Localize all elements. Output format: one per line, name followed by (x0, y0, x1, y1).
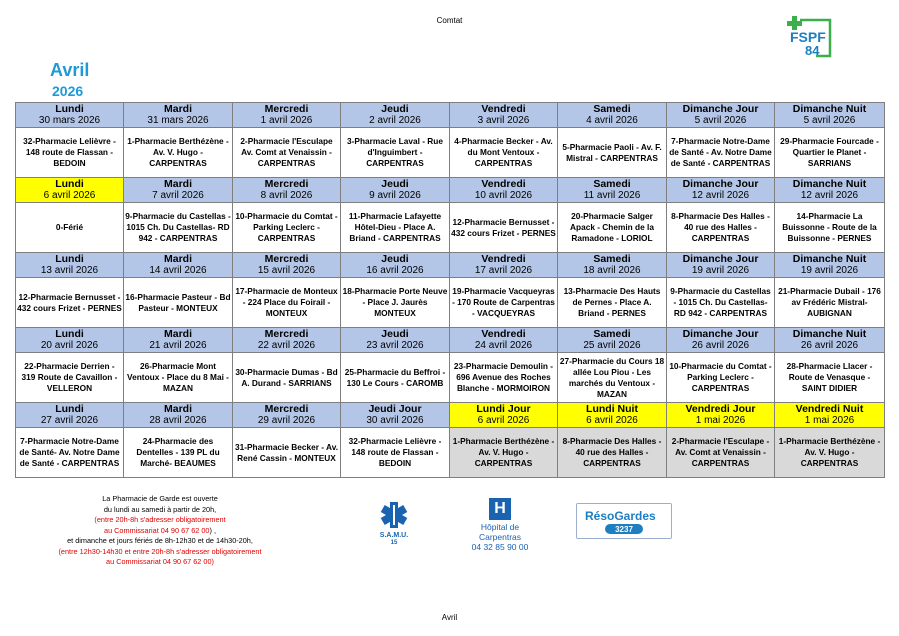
pharmacy-on-duty: 12-Pharmacie Bernusset - 432 cours Frizet - PERNES (450, 203, 558, 253)
pharmacy-on-duty: 20-Pharmacie Salger Apack - Chemin de la Ramadone - LORIOL (558, 203, 667, 253)
week-header-row (16, 178, 885, 203)
day-name: Vendredi (481, 253, 526, 265)
day-name: Mercredi (264, 178, 309, 190)
pharmacy-on-duty: 5-Pharmacie Paoli - Av. F. Mistral - CARPENTRAS (558, 128, 667, 178)
pharmacy-on-duty: 29-Pharmacie Fourcade - Quartier le Planet - SARRIANS (775, 128, 885, 178)
pharmacy-on-duty: 4-Pharmacie Becker - Av. du Mont Ventoux - CARPENTRAS (450, 128, 558, 178)
day-name: Mardi (163, 253, 192, 265)
note-line: (entre 12h30-14h30 et entre 20h-8h s'adresser obligatoirement (58, 546, 262, 556)
pharmacy-on-duty: 12-Pharmacie Bernusset - 432 cours Frizet - PERNES (16, 278, 124, 328)
day-header-cell (16, 328, 124, 353)
hospital-contact (465, 498, 535, 552)
day-header-cell (16, 403, 124, 428)
day-name: Vendredi Jour (685, 403, 756, 415)
pharmacy-on-duty: 1-Pharmacie Berthézène - Av. V. Hugo - CARPENTRAS (775, 428, 885, 478)
day-name: Dimanche Jour (682, 103, 759, 115)
day-name: Jeudi (381, 328, 409, 340)
pharmacy-on-duty: 14-Pharmacie La Buissonne - Route de la Buissonne - PERNES (775, 203, 885, 253)
day-date: 6 avril 2026 (477, 415, 530, 426)
fspf-logo (786, 14, 836, 58)
pharmacy-on-duty: 31-Pharmacie Becker - Av. René Cassin - MONTEUX (233, 428, 341, 478)
day-header-cell (124, 103, 233, 128)
day-header-cell (558, 178, 667, 203)
pharmacy-on-duty: 16-Pharmacie Pasteur - Bd Pasteur - MONTEUX (124, 278, 233, 328)
pharmacy-on-duty: 9-Pharmacie du Castellas - 1015 Ch. Du Castellas- RD 942 - CARPENTRAS (667, 278, 775, 328)
day-header-cell (667, 403, 775, 428)
day-date: 23 avril 2026 (366, 340, 424, 351)
day-name: Dimanche Nuit (792, 328, 867, 340)
day-date: 6 avril 2026 (43, 190, 96, 201)
day-name: Lundi Nuit (586, 403, 638, 415)
day-header-cell (667, 103, 775, 128)
document-header-label: Comtat (436, 16, 463, 25)
pharmacy-on-duty: 21-Pharmacie Dubail - 176 av Frédéric Mistral- AUBIGNAN (775, 278, 885, 328)
day-header-cell (16, 178, 124, 203)
day-header-cell (233, 253, 341, 278)
day-date: 19 avril 2026 (800, 265, 859, 276)
pharmacy-on-duty: 7-Pharmacie Notre-Dame de Santé- Av. Notre Dame de Santé - CARPENTRAS (16, 428, 124, 478)
pharmacy-on-duty: 18-Pharmacie Porte Neuve - Place J. Jaurès MONTEUX (341, 278, 450, 328)
resogardes-logo (576, 503, 672, 539)
day-date: 3 avril 2026 (477, 115, 530, 126)
logo-cross-horizontal (787, 21, 802, 26)
hospital-name: Hôpital de (480, 522, 520, 532)
day-name: Samedi (593, 253, 631, 265)
hospital-name: Carpentras (478, 532, 522, 542)
note-line: La Pharmacie de Garde est ouverte (102, 494, 218, 503)
day-name: Lundi Jour (476, 403, 531, 415)
week-pharmacy-row (16, 203, 885, 253)
day-date: 25 avril 2026 (583, 340, 641, 351)
pharmacy-on-duty: 10-Pharmacie du Comtat - Parking Leclerc - CARPENTRAS (667, 353, 775, 403)
day-header-cell (341, 328, 450, 353)
day-header-cell (667, 328, 775, 353)
pharmacy-on-duty: 13-Pharmacie Des Hauts de Pernes - Place A. Briand - PERNES (558, 278, 667, 328)
pharmacy-on-duty: 19-Pharmacie Vacqueyras - 170 Route de Carpentras - VACQUEYRAS (450, 278, 558, 328)
day-date: 5 avril 2026 (803, 115, 856, 126)
week-pharmacy-row (16, 353, 885, 403)
day-name: Lundi (55, 403, 84, 415)
day-date: 26 avril 2026 (691, 340, 750, 351)
pharmacy-on-duty: 32-Pharmacie Lelièvre - 148 route de Flassan - BEDOIN (341, 428, 450, 478)
day-header-cell (775, 328, 885, 353)
day-header-cell (775, 103, 885, 128)
day-date: 30 mars 2026 (38, 115, 101, 126)
day-name: Dimanche Jour (682, 328, 759, 340)
pharmacy-on-duty: 25-Pharmacie du Beffroi - 130 Le Cours - CAROMB (341, 353, 450, 403)
day-header-cell (450, 178, 558, 203)
samu-logo (372, 500, 416, 546)
pharmacy-on-duty: 3-Pharmacie Laval - Rue d'Inguimbert - CARPENTRAS (341, 128, 450, 178)
week-pharmacy-row (16, 128, 885, 178)
samu-number: 15 (390, 540, 398, 546)
note-tail: ) , (209, 525, 216, 535)
day-header-cell (124, 253, 233, 278)
logo-text: FSPF (790, 29, 826, 45)
day-date: 1 mai 2026 (695, 415, 746, 426)
pharmacy-on-duty: 0-Férié (16, 203, 124, 253)
day-name: Mardi (163, 328, 192, 340)
month-title: Avril (50, 60, 90, 80)
day-name: Mardi (163, 403, 192, 415)
pharmacy-on-duty: 28-Pharmacie Llacer - Route de Venasque - SAINT DIDIER (775, 353, 885, 403)
day-name: Dimanche Jour (682, 178, 759, 190)
day-name: Lundi (55, 103, 84, 115)
week-header-row (16, 103, 885, 128)
pharmacy-on-duty: 1-Pharmacie Berthézène - Av. V. Hugo - CARPENTRAS (124, 128, 233, 178)
logo-number: 84 (805, 43, 820, 58)
day-name: Samedi (593, 178, 631, 190)
day-date: 26 avril 2026 (800, 340, 859, 351)
day-name: Mercredi (264, 103, 309, 115)
pharmacy-on-duty: 7-Pharmacie Notre-Dame de Santé - Av. Notre Dame de Santé - CARPENTRAS (667, 128, 775, 178)
day-header-cell (233, 328, 341, 353)
day-name: Jeudi (381, 253, 409, 265)
note-line: et dimanche et jours fériés de 8h-12h30 et de 14h30-20h, (67, 536, 253, 545)
week-header-row (16, 253, 885, 278)
day-name: Vendredi (481, 178, 526, 190)
day-date: 12 avril 2026 (800, 190, 859, 201)
day-date: 1 avril 2026 (260, 115, 313, 126)
day-name: Mardi (163, 178, 192, 190)
week-header-row (16, 403, 885, 428)
day-date: 18 avril 2026 (583, 265, 641, 276)
day-header-cell (341, 253, 450, 278)
day-header-cell (667, 253, 775, 278)
day-name: Mercredi (264, 253, 309, 265)
day-date: 19 avril 2026 (691, 265, 750, 276)
opening-hours-note (40, 494, 280, 568)
day-name: Lundi (55, 253, 84, 265)
week-pharmacy-row (16, 278, 885, 328)
day-date: 15 avril 2026 (257, 265, 316, 276)
day-header-cell (558, 253, 667, 278)
samu-label: S.A.M.U. (379, 532, 409, 539)
pharmacy-on-duty: 10-Pharmacie du Comtat - Parking Leclerc - CARPENTRAS (233, 203, 341, 253)
day-header-cell (16, 103, 124, 128)
day-date: 16 avril 2026 (366, 265, 424, 276)
resogardes-name: RésoGardes (585, 509, 656, 523)
day-name: Lundi (55, 178, 84, 190)
day-header-cell (124, 178, 233, 203)
day-date: 29 avril 2026 (257, 415, 316, 426)
day-date: 31 mars 2026 (147, 115, 209, 126)
pharmacy-on-duty: 24-Pharmacie des Dentelles - 139 PL du Marché- BEAUMES (124, 428, 233, 478)
day-date: 11 avril 2026 (583, 190, 641, 201)
day-name: Mardi (163, 103, 192, 115)
day-header-cell (450, 103, 558, 128)
pharmacy-on-duty: 8-Pharmacie Des Halles - 40 rue des Halles - CARPENTRAS (558, 428, 667, 478)
note-line: (entre 20h-8h s'adresser obligatoirement (94, 515, 226, 524)
day-header-cell (775, 178, 885, 203)
year-title: 2026 (52, 83, 84, 99)
day-header-cell (341, 178, 450, 203)
day-name: Mercredi (264, 328, 309, 340)
day-header-cell (124, 328, 233, 353)
day-name: Jeudi Jour (368, 403, 422, 415)
pharmacy-on-duty: 2-Pharmacie l'Esculape - Av. Comt at Venaissin - CARPENTRAS (667, 428, 775, 478)
day-date: 5 avril 2026 (694, 115, 747, 126)
day-name: Dimanche Nuit (792, 103, 867, 115)
day-date: 4 avril 2026 (586, 115, 638, 126)
day-header-cell (450, 403, 558, 428)
day-date: 27 avril 2026 (40, 415, 99, 426)
pharmacy-on-duty: 30-Pharmacie Dumas - Bd A. Durand - SARRIANS (233, 353, 341, 403)
day-header-cell (558, 328, 667, 353)
pharmacy-on-duty: 26-Pharmacie Mont Ventoux - Place du 8 Mai - MAZAN (124, 353, 233, 403)
resogardes-number: 3237 (615, 525, 633, 534)
pharmacy-on-duty: 8-Pharmacie Des Halles - 40 rue des Halles - CARPENTRAS (667, 203, 775, 253)
day-header-cell (124, 403, 233, 428)
day-name: Jeudi (381, 178, 409, 190)
day-date: 20 avril 2026 (40, 340, 99, 351)
day-header-cell (558, 403, 667, 428)
day-date: 22 avril 2026 (257, 340, 316, 351)
day-name: Dimanche Jour (682, 253, 759, 265)
day-header-cell (233, 103, 341, 128)
day-header-cell (450, 253, 558, 278)
day-header-cell (341, 403, 450, 428)
day-date: 8 avril 2026 (260, 190, 313, 201)
day-header-cell (775, 253, 885, 278)
note-line: au Commissariat 04 90 67 62 00) (106, 557, 214, 566)
day-name: Mercredi (264, 403, 309, 415)
pharmacy-on-duty: 27-Pharmacie du Cours 18 allée Lou Piou - Les marchés du Ventoux - MAZAN (558, 353, 667, 403)
day-header-cell (233, 403, 341, 428)
day-header-cell (341, 103, 450, 128)
day-header-cell (558, 103, 667, 128)
day-name: Jeudi (381, 103, 409, 115)
day-date: 24 avril 2026 (474, 340, 533, 351)
week-pharmacy-row (16, 428, 885, 478)
day-name: Dimanche Nuit (792, 178, 867, 190)
hospital-icon: H (489, 498, 511, 520)
day-date: 28 avril 2026 (149, 415, 207, 426)
day-date: 1 mai 2026 (804, 415, 855, 426)
day-date: 14 avril 2026 (149, 265, 207, 276)
day-header-cell (16, 253, 124, 278)
hospital-phone: 04 32 85 90 00 (471, 542, 529, 552)
day-name: Vendredi (481, 103, 526, 115)
day-name: Lundi (55, 328, 84, 340)
week-header-row (16, 328, 885, 353)
day-header-cell (233, 178, 341, 203)
day-name: Vendredi Nuit (795, 403, 864, 415)
day-name: Samedi (593, 328, 631, 340)
day-date: 9 avril 2026 (369, 190, 421, 201)
pharmacy-on-duty: 9-Pharmacie du Castellas - 1015 Ch. Du Castellas- RD 942 - CARPENTRAS (124, 203, 233, 253)
day-date: 12 avril 2026 (691, 190, 750, 201)
pharmacy-on-duty: 23-Pharmacie Demoulin - 696 Avenue des Roches Blanche - MORMOIRON (450, 353, 558, 403)
pharmacy-on-duty: 17-Pharmacie de Monteux - 224 Place du Foirail - MONTEUX (233, 278, 341, 328)
day-date: 6 avril 2026 (586, 415, 638, 426)
pharmacy-on-duty: 11-Pharmacie Lafayette Hôtel-Dieu - Place A. Briand - CARPENTRAS (341, 203, 450, 253)
on-call-calendar (15, 102, 885, 478)
police-phone: au Commissariat 04 90 67 62 00 (104, 525, 210, 535)
day-name: Vendredi (481, 328, 526, 340)
day-header-cell (667, 178, 775, 203)
pharmacy-on-duty: 22-Pharmacie Derrien - 319 Route de Cavaillon - VELLERON (16, 353, 124, 403)
day-header-cell (775, 403, 885, 428)
day-header-cell (450, 328, 558, 353)
footer-label: Avril (441, 613, 458, 622)
day-date: 21 avril 2026 (149, 340, 207, 351)
day-date: 30 avril 2026 (366, 415, 424, 426)
pharmacy-on-duty: 1-Pharmacie Berthézène - Av. V. Hugo - CARPENTRAS (450, 428, 558, 478)
note-line: du lundi au samedi à partir de 20h, (103, 504, 217, 514)
day-date: 7 avril 2026 (152, 190, 204, 201)
pharmacy-on-duty: 32-Pharmacie Lelièvre - 148 route de Flassan - BEDOIN (16, 128, 124, 178)
note-line (40, 526, 280, 537)
day-date: 13 avril 2026 (40, 265, 99, 276)
day-date: 2 avril 2026 (369, 115, 421, 126)
pharmacy-on-duty: 2-Pharmacie l'Esculape Av. Comt at Venaissin - CARPENTRAS (233, 128, 341, 178)
day-name: Samedi (593, 103, 631, 115)
day-name: Dimanche Nuit (792, 253, 867, 265)
day-date: 17 avril 2026 (474, 265, 533, 276)
day-date: 10 avril 2026 (474, 190, 533, 201)
